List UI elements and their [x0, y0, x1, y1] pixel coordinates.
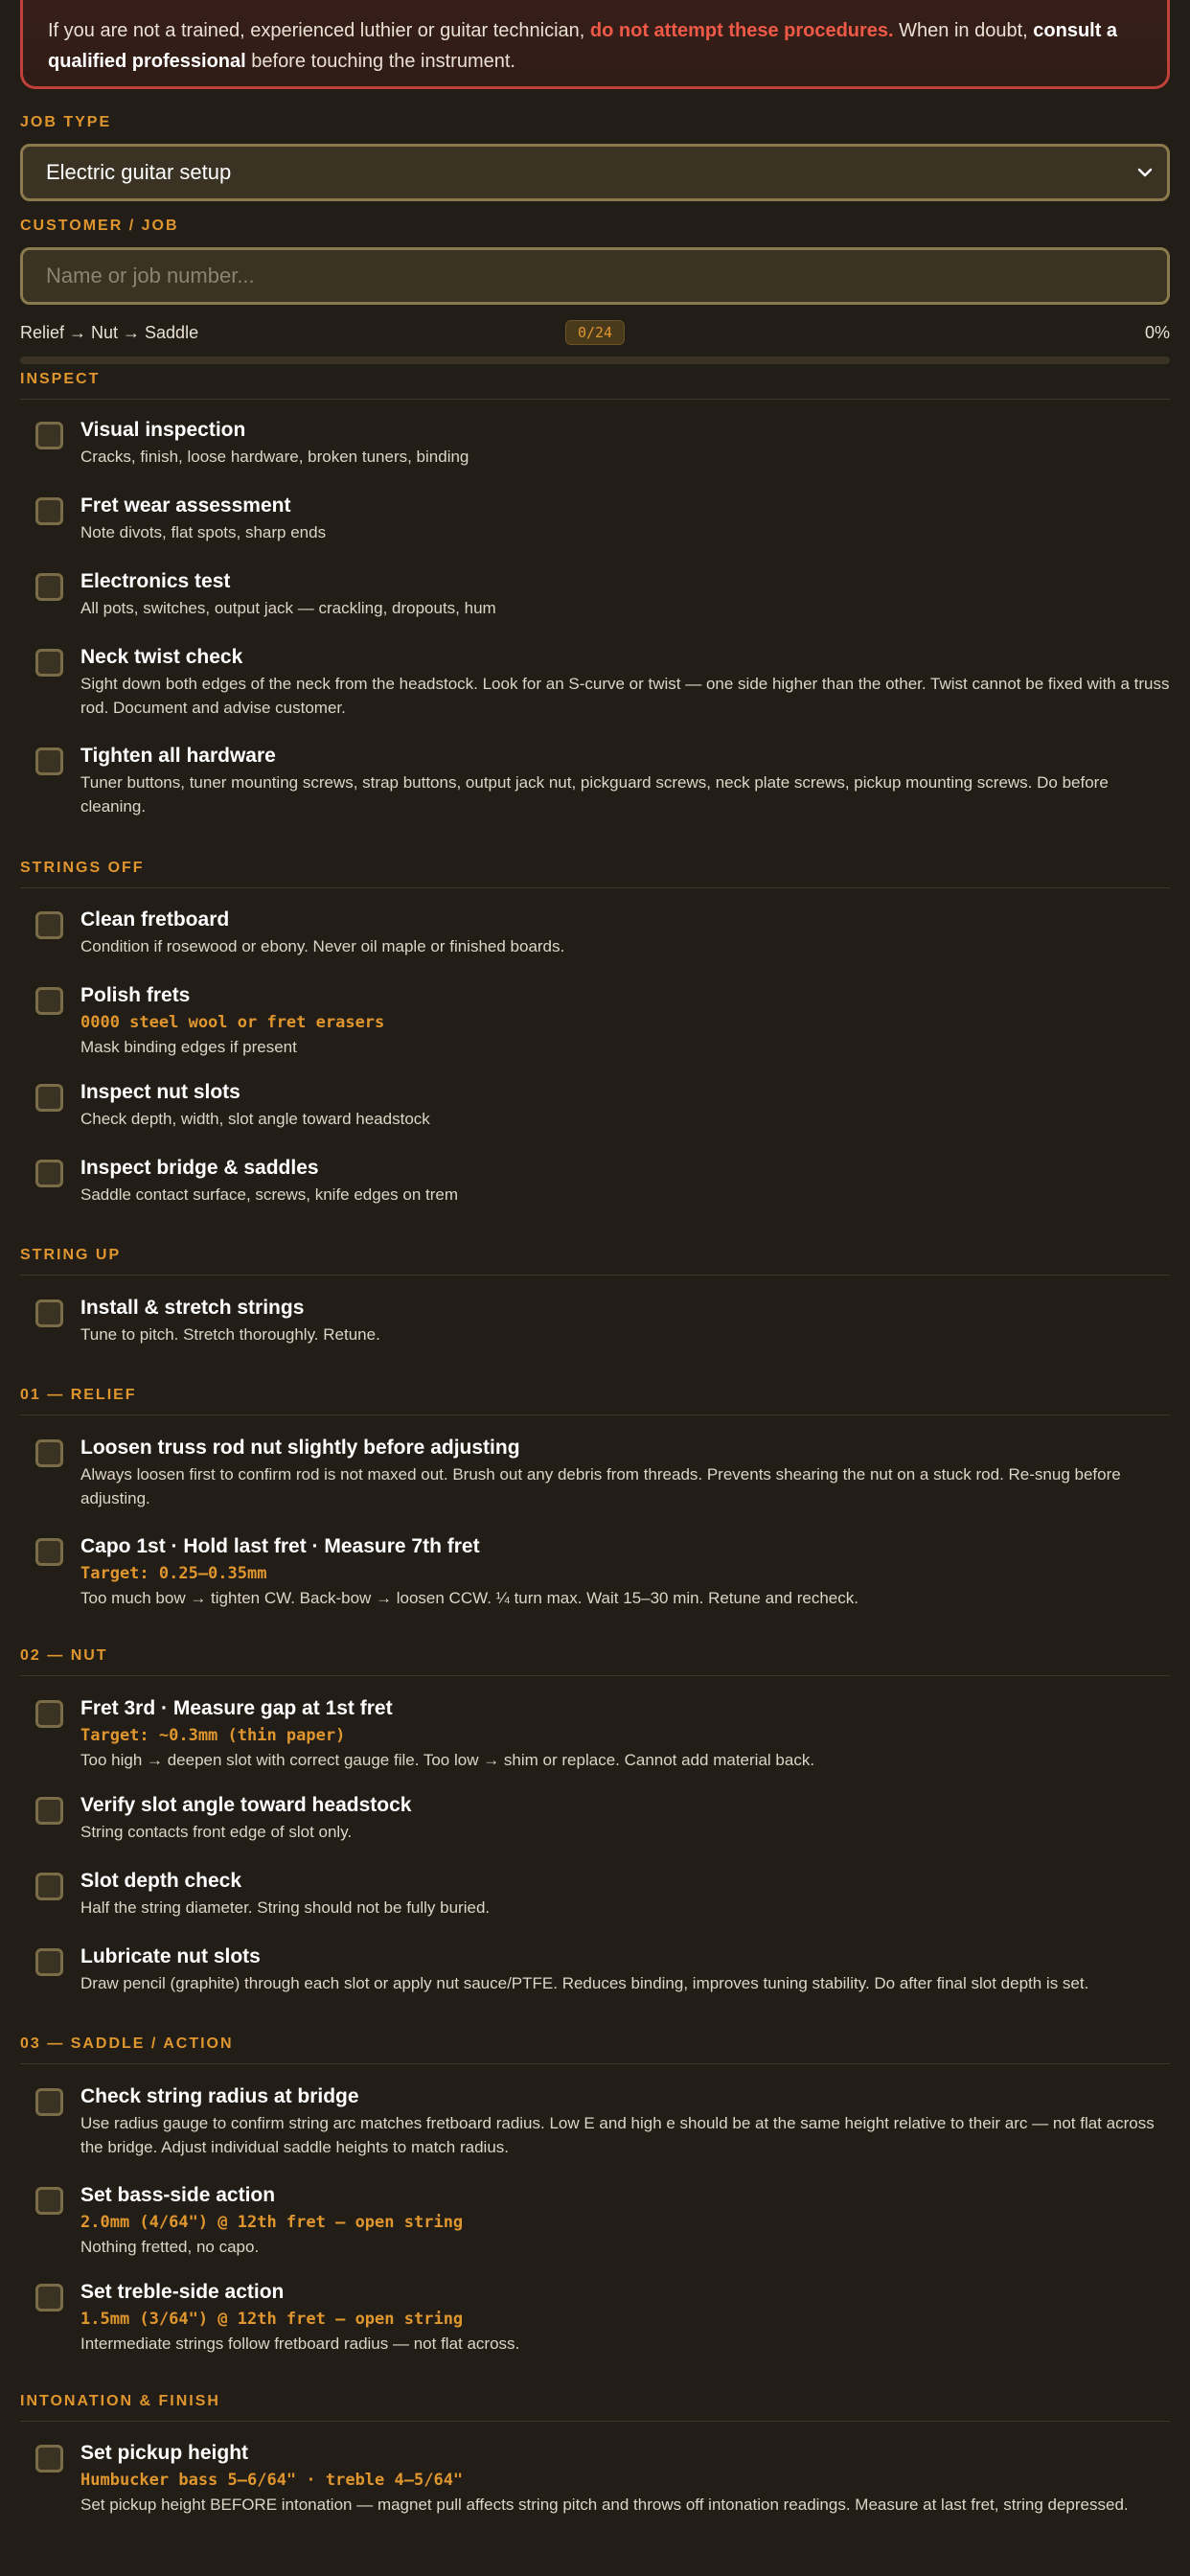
- customer-input[interactable]: [46, 264, 1144, 288]
- item-title: Neck twist check: [80, 646, 243, 668]
- item-description: Too high → deepen slot with correct gauge file. Too low → shim or replace. Cannot add material back.: [80, 1751, 815, 1769]
- item-checkbox[interactable]: [35, 987, 63, 1015]
- item-title: Verify slot angle toward headstock: [80, 1794, 412, 1816]
- item-spec: Target: 0.25–0.35mm: [80, 1564, 267, 1583]
- section-string-up: [20, 1246, 1170, 1276]
- item-checkbox[interactable]: [35, 422, 63, 449]
- item-checkbox[interactable]: [35, 1439, 63, 1467]
- item-checkbox[interactable]: [35, 2187, 63, 2215]
- item-checkbox[interactable]: [35, 649, 63, 677]
- item-spec: 0000 steel wool or fret erasers: [80, 1013, 385, 1032]
- item-checkbox[interactable]: [35, 497, 63, 525]
- item-checkbox[interactable]: [35, 1538, 63, 1566]
- item-checkbox[interactable]: [35, 1700, 63, 1728]
- item-spec: Target: ~0.3mm (thin paper): [80, 1726, 346, 1745]
- checklist-item[interactable]: [20, 1434, 1170, 1510]
- progress-sequence: Relief → Nut → Saddle: [20, 322, 199, 342]
- checklist-item[interactable]: [20, 1078, 1170, 1131]
- item-title: Lubricate nut slots: [80, 1945, 261, 1967]
- item-checkbox[interactable]: [35, 2445, 63, 2472]
- item-checkbox[interactable]: [35, 2088, 63, 2116]
- item-title: Inspect nut slots: [80, 1081, 240, 1103]
- item-checkbox[interactable]: [35, 1797, 63, 1825]
- warning-text-after: before touching the instrument.: [245, 51, 515, 72]
- item-description: Cracks, finish, loose hardware, broken tuners, binding: [80, 448, 469, 466]
- item-description: All pots, switches, output jack — crackling, dropouts, hum: [80, 599, 496, 617]
- item-title: Set bass-side action: [80, 2184, 276, 2206]
- item-checkbox[interactable]: [35, 1160, 63, 1187]
- checklist-item[interactable]: [20, 1532, 1170, 1610]
- item-checkbox[interactable]: [35, 1084, 63, 1112]
- job-type-value: Electric guitar setup: [46, 160, 232, 184]
- section-title: STRING UP: [20, 1246, 1170, 1276]
- section-title: INSPECT: [20, 370, 1170, 400]
- progress-percent: 0%: [1144, 322, 1170, 342]
- item-description: Draw pencil (graphite) through each slot or apply nut sauce/PTFE. Reduces binding, improves tuning stability. Do after final slot depth is set.: [80, 1974, 1089, 1992]
- item-title: Capo 1st · Hold last fret · Measure 7th fret: [80, 1535, 480, 1557]
- item-title: Check string radius at bridge: [80, 2085, 359, 2107]
- item-description: String contacts front edge of slot only.: [80, 1823, 353, 1841]
- warning-text: If you are not a trained, experienced luthier or guitar technician,: [48, 20, 590, 41]
- item-title: Fret wear assessment: [80, 494, 291, 517]
- item-spec: Humbucker bass 5–6/64" · treble 4–5/64": [80, 2471, 464, 2490]
- job-type-select[interactable]: [20, 144, 1170, 201]
- checklist-item[interactable]: [20, 742, 1170, 818]
- checklist-item[interactable]: [20, 1294, 1170, 1346]
- checklist-item[interactable]: [20, 2082, 1170, 2159]
- checklist-item[interactable]: [20, 492, 1170, 544]
- item-checkbox[interactable]: [35, 1873, 63, 1900]
- safety-warning: [20, 0, 1170, 89]
- section-saddle-action: [20, 2035, 1170, 2064]
- customer-input-wrapper: [20, 247, 1170, 305]
- section-title: 01 — RELIEF: [20, 1386, 1170, 1415]
- item-description: Nothing fretted, no capo.: [80, 2238, 260, 2256]
- checklist-item[interactable]: [20, 2181, 1170, 2259]
- item-checkbox[interactable]: [35, 573, 63, 601]
- item-title: Visual inspection: [80, 419, 246, 441]
- item-title: Electronics test: [80, 570, 231, 592]
- item-description: Always loosen first to confirm rod is not maxed out. Brush out any debris from threads. Prevents shearing the nut on a stuck rod. Re-snug before adjusting.: [80, 1465, 1121, 1507]
- warning-text-middle: When in doubt,: [893, 20, 1034, 41]
- job-type-label: JOB TYPE: [20, 114, 112, 130]
- checklist-item[interactable]: [20, 567, 1170, 620]
- section-title: 02 — NUT: [20, 1646, 1170, 1676]
- item-description: Note divots, flat spots, sharp ends: [80, 523, 327, 541]
- item-checkbox[interactable]: [35, 1948, 63, 1976]
- item-checkbox[interactable]: [35, 1300, 63, 1327]
- item-checkbox[interactable]: [35, 2284, 63, 2312]
- progress-count-badge: 0/24: [565, 320, 625, 345]
- section-title: 03 — SADDLE / ACTION: [20, 2035, 1170, 2064]
- item-description: Sight down both edges of the neck from the headstock. Look for an S-curve or twist — one side higher than the other. Twist cannot be fixed with a truss rod. Document and advise customer.: [80, 675, 1170, 717]
- progress-bar: [20, 356, 1170, 364]
- item-description: Saddle contact surface, screws, knife edges on trem: [80, 1185, 459, 1204]
- warning-strong-text: consult a qualified professional: [48, 20, 1118, 72]
- section-inspect: [20, 370, 1170, 400]
- item-description: Too much bow → tighten CW. Back-bow → loosen CCW. ¼ turn max. Wait 15–30 min. Retune and recheck.: [80, 1589, 858, 1607]
- item-description: Half the string diameter. String should not be fully buried.: [80, 1898, 491, 1917]
- item-spec: 1.5mm (3/64") @ 12th fret — open string: [80, 2310, 464, 2329]
- item-description: Tune to pitch. Stretch thoroughly. Retune.: [80, 1325, 380, 1344]
- checklist-item[interactable]: [20, 906, 1170, 958]
- item-title: Tighten all hardware: [80, 745, 276, 767]
- section-title: STRINGS OFF: [20, 859, 1170, 888]
- checklist-item[interactable]: [20, 1867, 1170, 1920]
- customer-label: CUSTOMER / JOB: [20, 218, 179, 234]
- item-title: Loosen truss rod nut slightly before adjusting: [80, 1437, 520, 1459]
- checklist-item[interactable]: [20, 1791, 1170, 1844]
- section-strings-off: [20, 859, 1170, 888]
- chevron-down-icon: [1136, 164, 1154, 181]
- item-checkbox[interactable]: [35, 911, 63, 939]
- item-description: Condition if rosewood or ebony. Never oil maple or finished boards.: [80, 937, 565, 955]
- checklist-item[interactable]: [20, 1694, 1170, 1772]
- item-description: Check depth, width, slot angle toward headstock: [80, 1110, 430, 1128]
- item-description: Tuner buttons, tuner mounting screws, strap buttons, output jack nut, pickguard screws, neck plate screws, pickup mounting screws. Do before cleaning.: [80, 773, 1109, 816]
- item-title: Set treble-side action: [80, 2281, 285, 2303]
- checklist-item[interactable]: [20, 1154, 1170, 1207]
- checklist-item[interactable]: [20, 981, 1170, 1059]
- item-checkbox[interactable]: [35, 748, 63, 775]
- warning-danger-text: do not attempt these procedures.: [589, 20, 894, 41]
- item-title: Inspect bridge & saddles: [80, 1157, 319, 1179]
- section-relief: [20, 1386, 1170, 1415]
- section-title: INTONATION & FINISH: [20, 2392, 1170, 2422]
- item-description: Mask binding edges if present: [80, 1038, 297, 1056]
- item-title: Fret 3rd · Measure gap at 1st fret: [80, 1697, 393, 1719]
- progress-row: [20, 318, 1170, 347]
- checklist-item[interactable]: [20, 643, 1170, 720]
- item-spec: 2.0mm (4/64") @ 12th fret — open string: [80, 2213, 464, 2232]
- checklist-item[interactable]: [20, 2278, 1170, 2356]
- item-title: Slot depth check: [80, 1870, 242, 1892]
- item-title: Clean fretboard: [80, 908, 230, 931]
- section-intonation-finish: [20, 2392, 1170, 2422]
- item-title: Polish frets: [80, 984, 191, 1006]
- item-description: Intermediate strings follow fretboard radius — not flat across.: [80, 2334, 520, 2353]
- section-nut: [20, 1646, 1170, 1676]
- item-description: Use radius gauge to confirm string arc matches fretboard radius. Low E and high e should be at the same height relative to their arc — not flat across the bridge. Adjust individual saddle heights to match radius.: [80, 2114, 1155, 2156]
- item-title: Install & stretch strings: [80, 1297, 305, 1319]
- item-description: Set pickup height BEFORE intonation — magnet pull affects string pitch and throws off intonation readings. Measure at last fret, string depressed.: [80, 2496, 1129, 2514]
- checklist-item[interactable]: [20, 416, 1170, 469]
- item-title: Set pickup height: [80, 2442, 249, 2464]
- checklist-item[interactable]: [20, 1943, 1170, 1995]
- checklist-item[interactable]: [20, 2439, 1170, 2517]
